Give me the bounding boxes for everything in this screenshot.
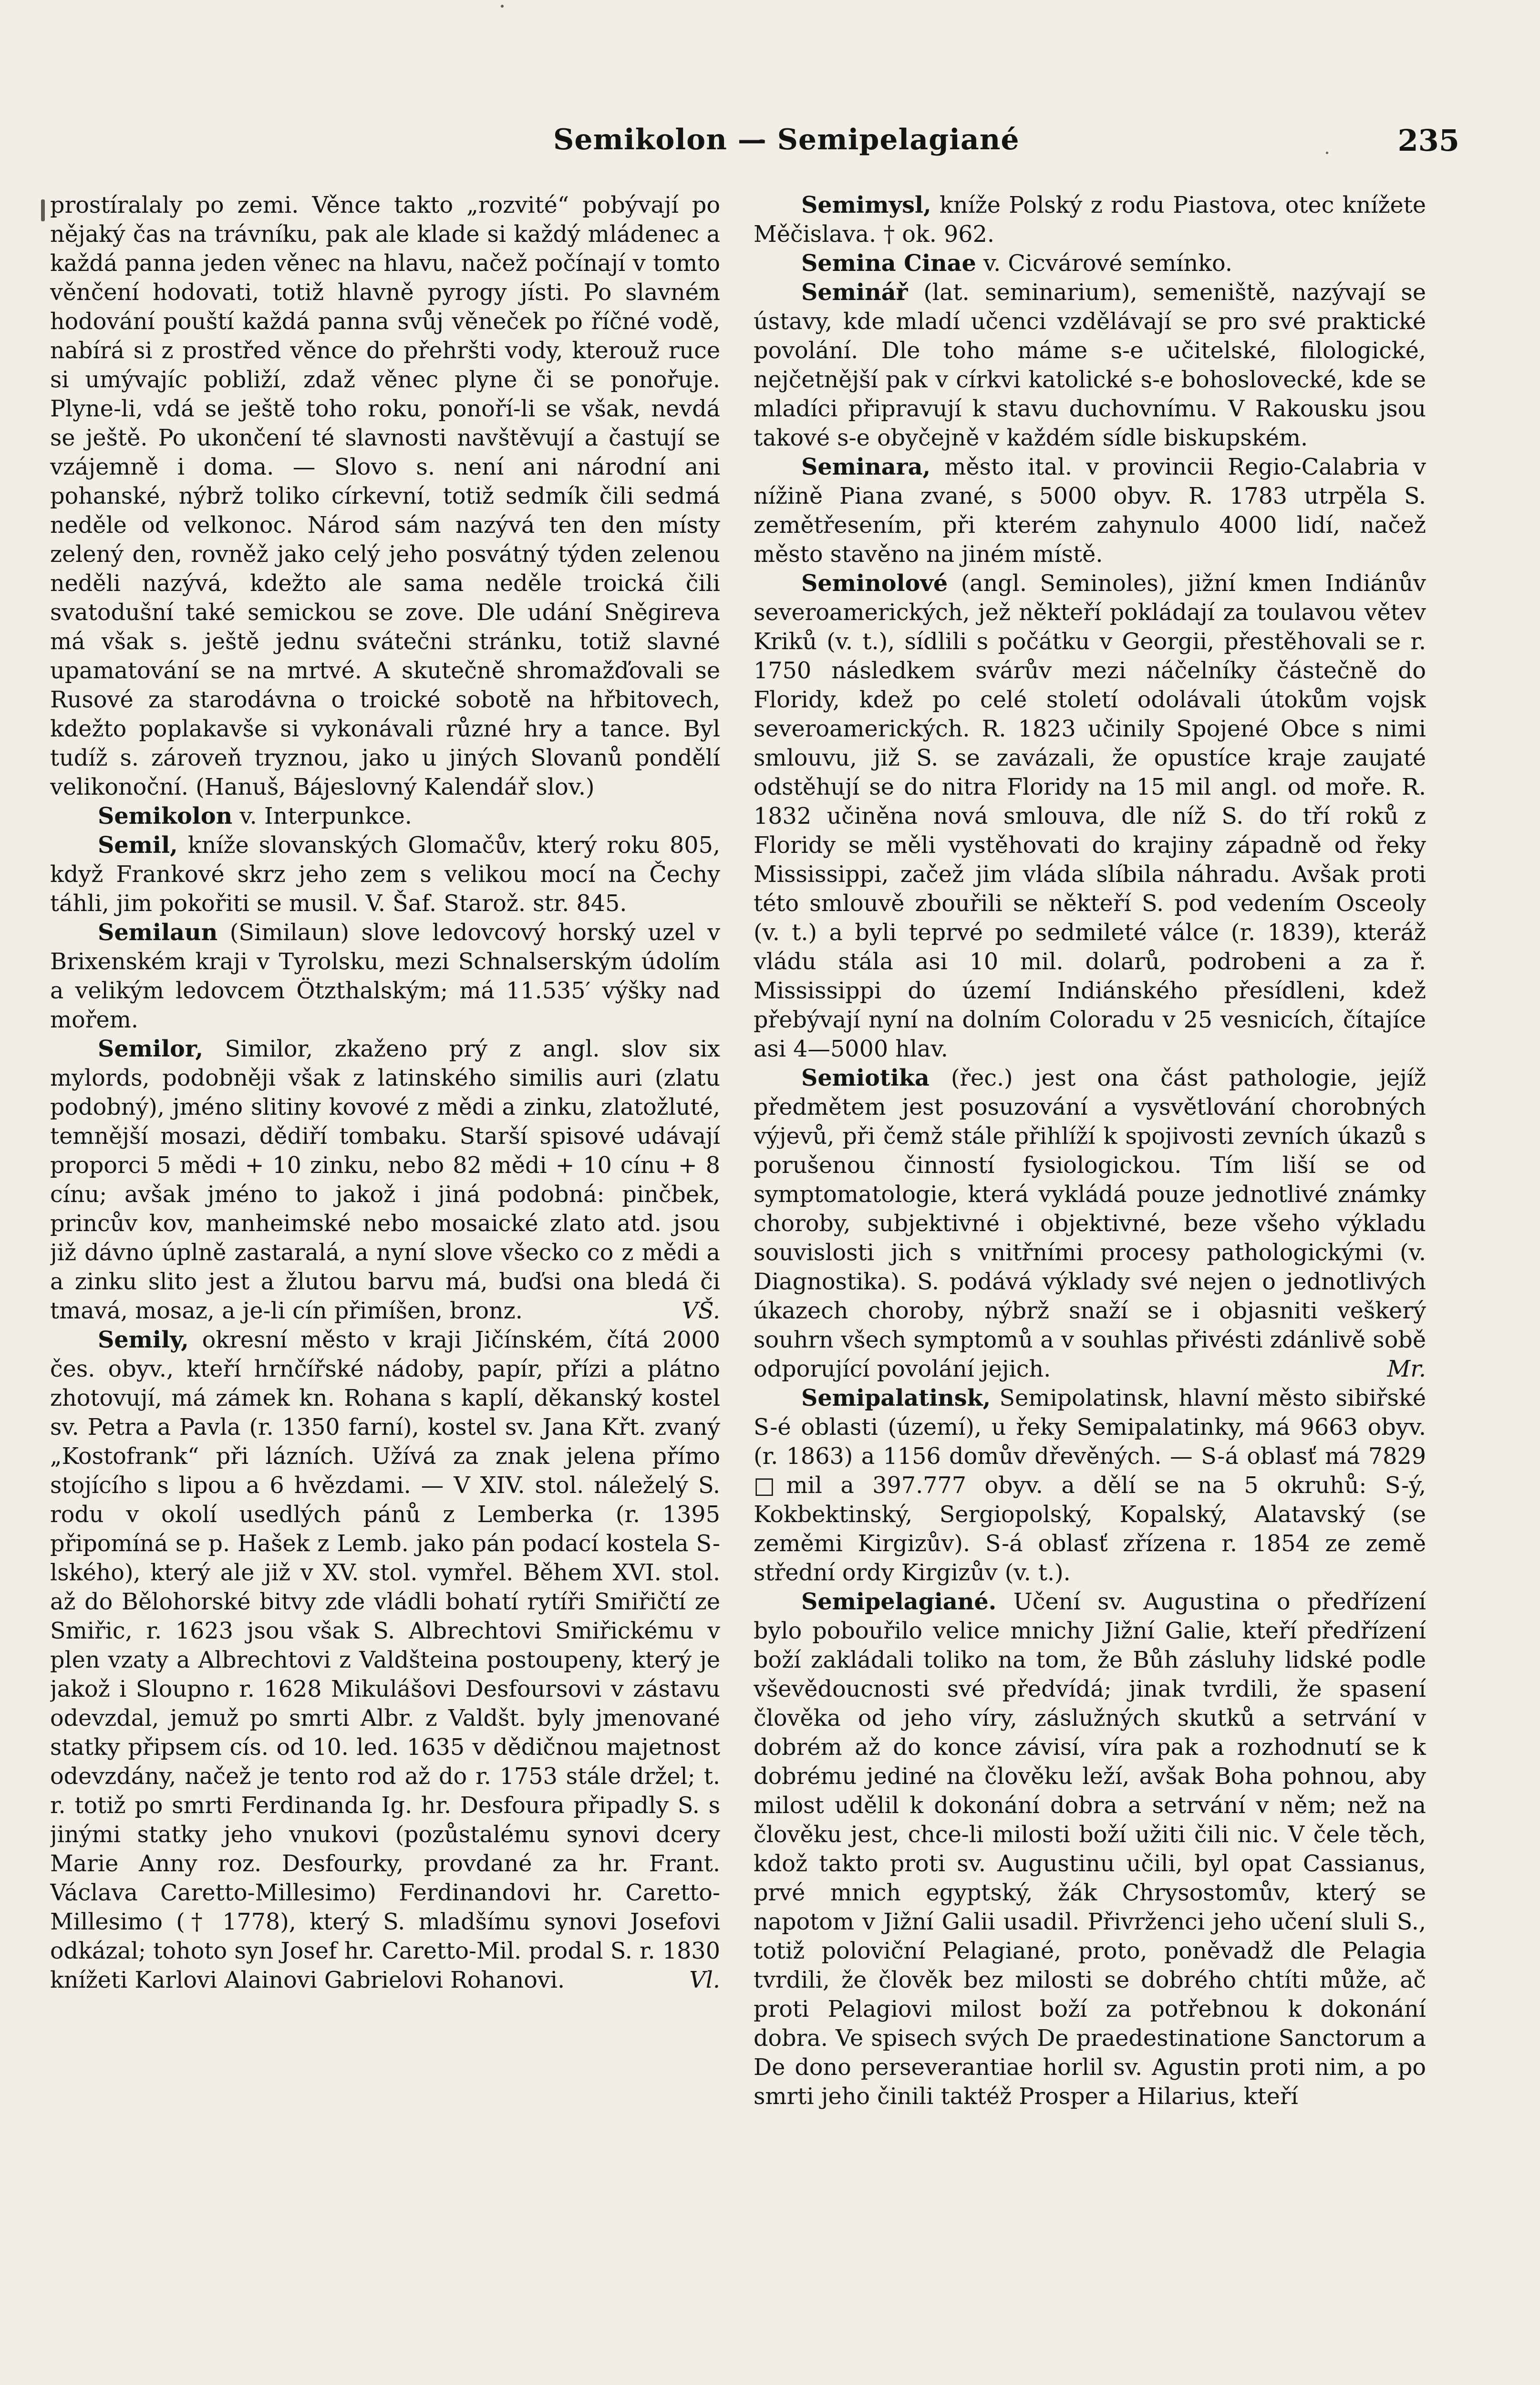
entry-headword: Semily, xyxy=(98,1327,189,1353)
entry-text: Similor, zkaženo prý z angl. slov six mylords, podobněji však z latinského similis auri (zlatu podobný), jméno slitiny kovové z mědi a zinku, zlatožluté, temnější mosazi, dědiří tombaku. Starší spisové udávají proporci 5 mědi + 10 zinku, nebo 82 mědi + 10 cínu + 8 cínu; avšak jméno to jakož i jiná podobná: pinčbek, princův kov, manheimské nebo mosaické zlato atd. jsou již dávno úplně zastaralá, a nyní slove všecko co z mědi a a zinku slito jest a žlutou barvu má, buďsi ona bledá či tmavá, mosaz, a je-li cín přimíšen, bronz. xyxy=(50,1036,720,1324)
entry-semikolon xyxy=(50,802,720,831)
entry-semily xyxy=(50,1326,720,1995)
entry-text: v. Cicvárové semínko. xyxy=(976,250,1232,277)
entry-seminolove xyxy=(754,569,1426,1064)
entry-headword: Seminara, xyxy=(801,454,931,480)
page-header xyxy=(48,123,1459,166)
entry-headword: Semina Cinae xyxy=(801,250,976,277)
entry-text: kníže Polský z rodu Piastova, otec knížete Měčislava. † ok. 962. xyxy=(754,192,1426,248)
entry-text: okresní město v kraji Jičínském, čítá 2000 čes. obyv., kteří hrnčířské nádoby, papír, přízi a plátno zhotovují, má zámek kn. Rohana s kaplí, děkanský kostel sv. Petra a Pavla (r. 1350 farní), kostel sv. Jana Křt. zvaný „Kostofrank“ při lázních. Užívá za znak jelena přímo stojícího s lipou a 6 hvězdami. — V XIV. stol. náleželý S. rodu v okolí usedlých pánů z Lemberka (r. 1395 připomíná se p. Hašek z Lemb. jako pán podací kostela S-lského), který ale již v XV. stol. vymřel. Během XVI. stol. až do Bělohorské bitvy zde vládli bohatí rytíři Smiřičtí ze Smiřic, r. 1623 jsou však S. Albrechtovi Smiřickému v plen vzaty a Albrechtovi z Valdšteina postoupeny, který je jakož i Sloupno r. 1628 Mikulášovi Desfoursovi v zástavu odevzdal, jemuž po smrti Albr. z Valdšt. byly jmenované statky připsem cís. od 10. led. 1635 v dědičnou majetnost odevzdány, načež je tento rod až do r. 1753 stále držel; t. r. totiž po smrti Ferdinanda Ig. hr. Desfoura připadly S. s jinými statky jeho vnukovi (pozůstalému synovi dcery Marie Anny roz. Desfourky, provdané za hr. Frant. Václava Caretto-Millesimo) Ferdinandovi hr. Caretto-Millesimo († 1778), který S. mladšímu synovi Josefovi odkázal; tohoto syn Josef hr. Caretto-Mil. prodal S. r. 1830 knížeti Karlovi Alainovi Gabrielovi Rohanovi. xyxy=(50,1327,720,1993)
entry-headword: Semipalatinsk, xyxy=(801,1385,991,1411)
entry-semiotika xyxy=(754,1064,1426,1384)
entry-text: prostíralaly po zemi. Věnce takto „rozvité“ pobývají po nějaký čas na trávníku, pak ale klade si každý mládenec a každá panna jeden věnec na hlavu, načež počínají v tomto věnčení hodovati, totiž hlavně pyrogy jísti. Po slavném hodování pouští každá panna svůj věneček po říčné vodě, nabírá si z prostřed věnce do přehršti vody, kterouž ruce si umývajíc pobliží, zdaž věnec plyne či se ponořuje. Plyne-li, vdá se ještě toho roku, ponoří-li se však, nevdá se ještě. Po ukončení té slavnosti navštěvují a častují se vzájemně i doma. — Slovo s. není ani národní ani pohanské, nýbrž toliko církevní, totiž sedmík čili sedmá neděle od velkonoc. Národ sám nazývá ten den místy zelený den, rovněž jako celý jeho posvátný týden zelenou neděli nazývá, kdežto ale sama neděle troická čili svatodušní také semickou se zove. Dle udání Sněgireva má však s. ještě jednu svátečni stránku, totiž slavné upamatování se na mrtvé. A skutečně shromažďovali se Rusové za starodávna o troické sobotě na hřbitovech, kdežto poplakavše si vykonávali různé hry a tance. Byl tudíž s. zároveň tryznou, jako u jiných Slovanů pondělí velikonoční. (Hanuš, Bájeslovný Kalendář slov.) xyxy=(50,192,720,800)
entry-text: kníže slovanských Glomačův, který roku 805, když Frankové skrz jeho zem s velikou mocí na Čechy táhli, jim pokořiti se musil. V. Šaf. Starož. str. 845. xyxy=(50,832,720,917)
entry-headword: Seminář xyxy=(801,279,908,306)
print-speck xyxy=(41,199,45,221)
entry-text: (lat. seminarium), semeniště, nazývají se ústavy, kde mladí učenci vzdělávají se pro své praktické povolání. Dle toho máme s-e učitelské, filologické, nejčetnější pak v církvi katolické s-e bohoslovecké, kde se mladíci připravují k stavu duchovnímu. V Rakousku jsou takové s-e obyčejně v každém sídle biskupském. xyxy=(754,280,1426,451)
entry-headword: Seminolové xyxy=(801,570,948,597)
entry-semina-cinae xyxy=(754,249,1426,278)
entry-seminar xyxy=(754,278,1426,453)
entry-text: (řec.) jest ona část pathologie, jejíž předmětem jest posuzování a vysvětlování chorobných výjevů, při čemž stále přihlíží k spojivosti zevních úkazů s porušenou činností fysiologickou. Tím liší se od symptomatologie, která vykládá pouze jednotlivé známky choroby, subjektivné i objektivné, beze všeho výkladu souvislosti jich s vnitřními procesy pathologickými (v. Diagnostika). S. podává výklady své nejen o jednotlivých úkazech choroby, nýbrž snaží se i objasniti veškerý souhrn všech symptomů a v souhlas přivésti zdánlivě sobě odporující povolání jejich. xyxy=(754,1065,1426,1382)
page-number: 235 xyxy=(1397,123,1459,158)
entry-headword: Semipelagiané. xyxy=(801,1588,997,1615)
entry-text: Učení sv. Augustina o předřízení bylo pobouřilo velice mnichy Jižní Galie, kteří předřízení boží zakládali toliko na tom, že Bůh zásluhy lidské podle vševědoucnosti své předvídá; jinak tvrdili, že spasení člověka od jeho víry, záslužných skutků a setrvání v dobrém až do konce závisí, víra pak a rozhodnutí se k dobrému jediné na člověku leží, avšak Boha pohnou, aby milost udělil k dokonání dobra a setrvání v něm; než na člověku jest, chce-li milosti boží užiti čili nic. V čele těch, kdož takto proti sv. Augustinu učili, byl opat Cassianus, prvé mnich egyptský, žák Chrysostomův, který se napotom v Jižní Galii usadil. Přivrženci jeho učení sluli S., totiž poloviční Pelagiané, proto, poněvadž dle Pelagia tvrdili, že člověk bez milosti se dobrého chtíti může, ač proti Pelagiovi milost boží za potřebnou k dokonání dobra. Ve spisech svých De praedestinatione Sanctorum a De dono perseverantiae horlil sv. Agustin proti nim, a po smrti jeho činili taktéž Prosper a Hilarius, kteří xyxy=(754,1589,1426,2110)
entry-semilor xyxy=(50,1035,720,1326)
print-speck xyxy=(501,5,504,8)
author-signature: Vl. xyxy=(689,1967,720,1993)
entry-semimysl xyxy=(754,191,1426,249)
author-signature: VŠ. xyxy=(682,1298,720,1324)
entry-headword: Semilaun xyxy=(98,919,218,946)
entry-headword: Semiotika xyxy=(801,1065,930,1091)
entry-semil xyxy=(50,831,720,918)
continued-entry xyxy=(50,191,720,802)
right-column xyxy=(754,191,1426,2385)
author-signature: Mr. xyxy=(1387,1356,1426,1382)
entry-text: v. Interpunkce. xyxy=(232,803,412,830)
entry-headword: Semilor, xyxy=(98,1036,204,1062)
entry-semipalatinsk xyxy=(754,1384,1426,1587)
entry-headword: Semil, xyxy=(98,832,178,859)
entry-semipelagiane xyxy=(754,1587,1426,2111)
entry-seminara xyxy=(754,453,1426,569)
entry-headword: Semimysl, xyxy=(801,192,931,218)
left-column xyxy=(50,191,720,2385)
running-head: Semikolon — Semipelagiané xyxy=(553,123,1020,156)
entry-text: (angl. Seminoles), jižní kmen Indiánův severoamerických, jež někteří pokládají za toulavou větev Kriků (v. t.), sídlili s počátku v Georgii, přestěhovali se r. 1750 následkem svárův mezi náčelníky částečně do Floridy, kdež po celé století odolávali útokům vojsk severoamerických. R. 1823 učinily Spojené Obce s nimi smlouvu, již S. se zavázali, že opustíce kraje zaujaté odstěhují se do nitra Floridy na 15 mil angl. od moře. R. 1832 učiněna nová smlouva, dle níž S. do tří roků z Floridy se měli vystěhovati do krajiny západně od řeky Mississippi, začež jim vláda slíbila náhradu. Avšak proti této smlouvě zbouřili se někteří S. pod vedením Osceoly (v. t.) a byli teprvé po sedmileté válce (r. 1839), kteráž vládu stála asi 10 mil. dolarů, podrobeni a za ř. Mississippi do území Indiánského přesídleni, kdež přebývají nyní na dolním Coloradu v 25 vesnicích, čítajíce asi 4—5000 hlav. xyxy=(754,570,1426,1062)
entry-text: Semipolatinsk, hlavní město sibiřské S-é oblasti (území), u řeky Semipalatinky, má 9663 obyv. (r. 1863) a 1156 domův dřevěných. — S-á oblasť má 7829 □mil a 397.777 obyv. a dělí se na 5 okruhů: S-ý, Kokbektinský, Sergiopolský, Kopalský, Alatavský (se zeměmi Kirgizův). S-á oblasť zřízena r. 1854 ze země střední ordy Kirgizův (v. t.). xyxy=(754,1385,1426,1586)
entry-text: (Similaun) slove ledovcový horský uzel v Brixenském kraji v Tyrolsku, mezi Schnalserským údolím a velikým ledovcem Ötzthalským; má 11.535′ výšky nad mořem. xyxy=(50,920,720,1033)
entry-semilaun xyxy=(50,918,720,1035)
entry-text: město ital. v provincii Regio-Calabria v nížině Piana zvané, s 5000 obyv. R. 1783 utrpěla S. zemětřesením, při kterém zahynulo 4000 lidí, načež město stavěno na jiném místě. xyxy=(754,454,1426,568)
entry-headword: Semikolon xyxy=(98,803,233,830)
